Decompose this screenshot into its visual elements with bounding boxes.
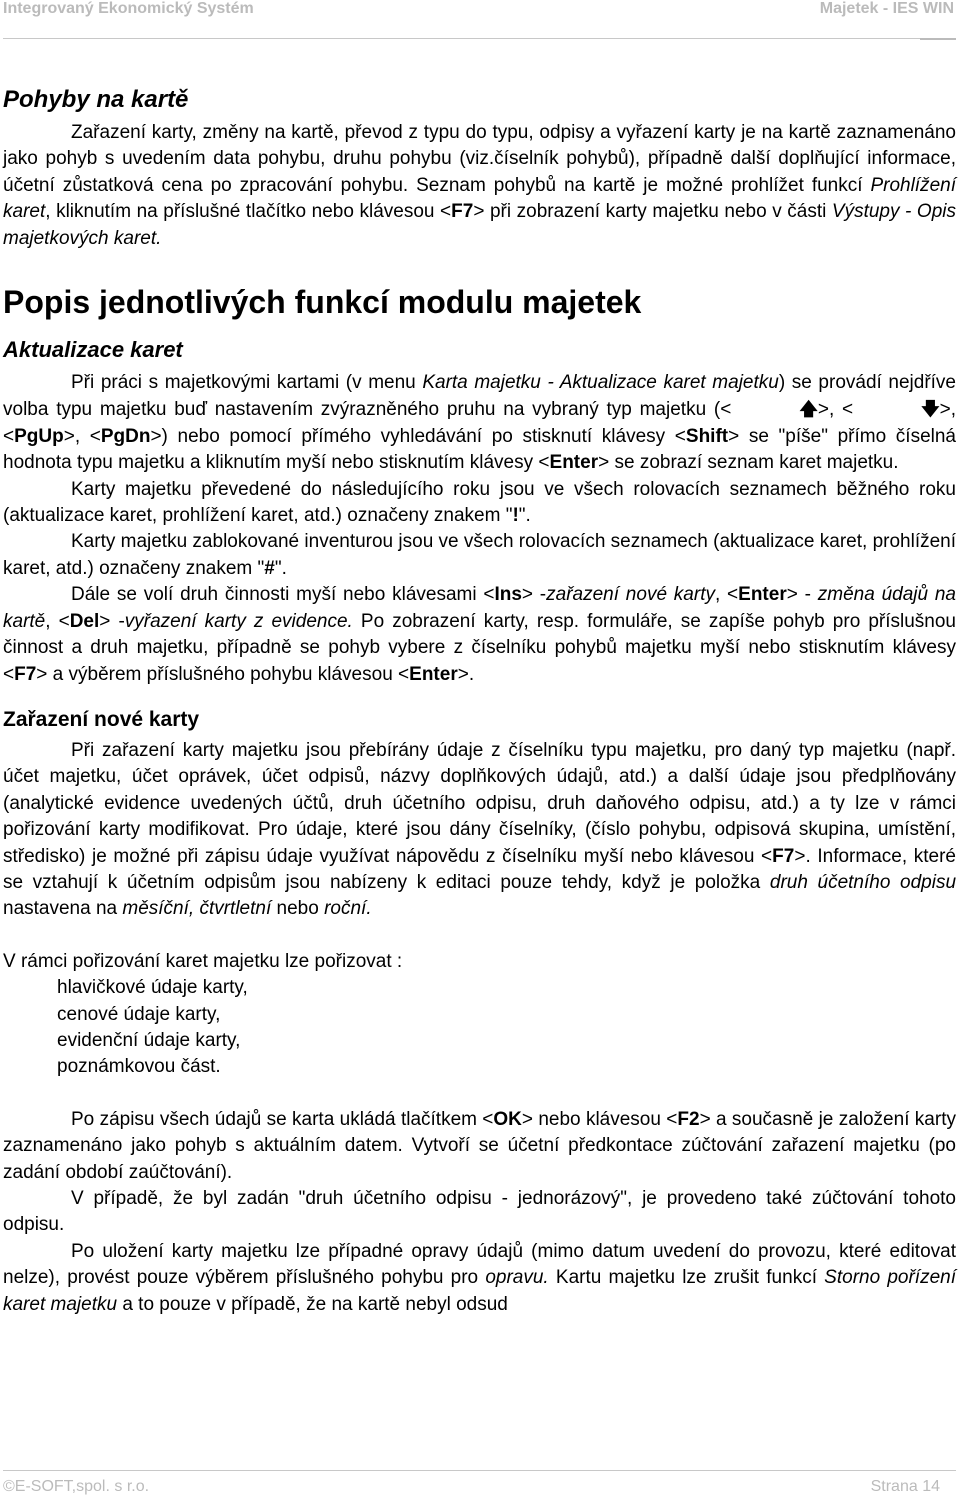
header-module-name: Majetek - IES WIN — [819, 0, 954, 17]
header-system-name: Integrovaný Ekonomický Systém — [3, 0, 254, 17]
text: nastavena na — [3, 898, 123, 920]
action-name: změna údajů na kartě — [3, 584, 956, 632]
text: > při zobrazení karty majetku nebo v části — [473, 201, 832, 223]
key-name: Shift — [685, 425, 729, 447]
footer-page-number: Strana 14 — [870, 1478, 940, 1495]
list-item: hlavičkové údaje karty, — [57, 977, 248, 999]
arrow-down-icon: 🡇 — [921, 399, 940, 420]
header-rule-accent — [920, 38, 956, 40]
text: > - — [99, 610, 125, 632]
text: Po zobrazení karty, resp. formuláře, se zapíše pohyb pro příslušnou činnost a druh majetku, případně se pohyb vybere z číselníku pohybů majetku myší nebo stisknutím klávesy < — [3, 610, 957, 685]
text: , < — [45, 610, 70, 632]
text: Kartu majetku lze zrušit funkcí — [548, 1267, 825, 1289]
key-name: F7 — [14, 663, 37, 685]
text: >. — [457, 663, 475, 685]
text: Karty majetku převedené do následujícího roku jsou ve všech rolovacích seznamech běžného roku (aktualizace karet, prohlížení karet, atd.) označeny znakem " — [3, 478, 956, 527]
section-title-aktualizace: Aktualizace karet — [3, 337, 183, 363]
page-footer — [0, 1478, 960, 1498]
paragraph-zarazeni-2 — [3, 1107, 956, 1186]
list-item: poznámkovou část. — [57, 1056, 221, 1078]
text: Dále se volí druh činnosti myší nebo klávesami < — [71, 584, 495, 606]
paragraph-aktualizace-4 — [3, 582, 956, 688]
text: > a současně je založení karty zaznamenáno jako pohyb s aktuálním datem. Vytvoří se účetní předkontace zúčtování zařazení majetku (po zadání období zaúčtování). — [3, 1108, 956, 1183]
paragraph-zarazeni-4 — [3, 1239, 956, 1318]
text: > se "píše" přímo číselná hodnota typu majetku a kliknutím myší nebo stisknutím klávesy < — [3, 425, 957, 474]
section-title-zarazeni: Zařazení nové karty — [3, 707, 200, 731]
key-name: F2 — [677, 1108, 700, 1130]
paragraph-aktualizace-2 — [3, 477, 956, 530]
page-content — [3, 80, 956, 1318]
text: >, < — [63, 425, 101, 447]
text: Při práci s majetkovými kartami (v menu — [71, 372, 423, 394]
text: ) se provádí nejdříve volba typu majetku buď nastavením zvýrazněného pruhu na vybraný typ majetku (< — [3, 372, 956, 421]
action-name: vyřazení karty z evidence. — [124, 610, 353, 632]
action-name: opravu. — [485, 1267, 549, 1289]
text: >) nebo pomocí přímého vyhledávání po stisknutí klávesy < — [150, 425, 686, 447]
key-name: Ins — [494, 584, 522, 606]
paragraph-aktualizace-3 — [3, 529, 956, 582]
paragraph-zarazeni-1 — [3, 738, 956, 923]
key-name: F7 — [772, 845, 795, 867]
text: ". — [518, 505, 531, 527]
text: > - — [521, 584, 547, 606]
text: > nebo klávesou < — [521, 1108, 678, 1130]
marker-char: # — [264, 557, 275, 579]
key-name: OK — [493, 1108, 522, 1130]
key-name: Del — [69, 610, 100, 632]
text: ". — [274, 557, 287, 579]
list-item: evidenční údaje karty, — [57, 1029, 241, 1051]
paragraph-aktualizace-1 — [3, 370, 956, 477]
data-sections-list — [57, 975, 956, 1081]
action-name: zařazení nové karty — [546, 584, 715, 606]
option-name: roční. — [324, 898, 372, 920]
footer-rule — [3, 1470, 956, 1471]
section-title-pohyby: Pohyby na kartě — [3, 86, 189, 113]
paragraph-zarazeni-3: V případě, že byl zadán "druh účetního odpisu - jednorázový", je provedeno také zúčtování tohoto odpisu. — [3, 1188, 956, 1236]
field-name: druh účetního odpisu — [769, 871, 957, 893]
option-name: měsíční, čtvrtletní — [122, 898, 272, 920]
key-name: Enter — [738, 584, 787, 606]
key-name: PgDn — [100, 425, 151, 447]
text: nebo — [271, 898, 325, 920]
key-name: F7 — [451, 201, 474, 223]
paragraph-pohyby — [3, 120, 956, 252]
text: > - — [786, 584, 818, 606]
header-rule — [3, 38, 956, 39]
list-intro: V rámci pořizování karet majetku lze pořizovat : — [3, 950, 403, 972]
spacer — [3, 923, 956, 949]
text: Zařazení karty, změny na kartě, převod z typu do typu, odpisy a vyřazení karty je na kartě zaznamenáno jako pohyb s uvedením data pohybu, druhu pohybu (viz.číselník pohybů), případně další doplňující informace, účetní zůstatková cena po zpracování pohybu. Seznam pohybů na kartě je možné prohlížet funkcí — [3, 122, 956, 196]
footer-copyright: ©E-SOFT,spol. s r.o. — [3, 1478, 150, 1495]
text: Po uložení karty majetku lze případné opravy údajů (mimo datum uvedení do provozu, které editovat nelze), provést pouze výběrem příslušného pohybu pro — [3, 1240, 956, 1289]
menu-path: Karta majetku - Aktualizace karet majetku — [422, 372, 779, 394]
text: >, < — [817, 399, 854, 421]
text: >, < — [3, 399, 957, 447]
function-name: Prohlížení karet — [3, 174, 956, 223]
arrow-up-icon: 🡅 — [799, 399, 818, 420]
page-header — [0, 0, 960, 18]
text: Po zápisu všech údajů se karta ukládá tlačítkem < — [71, 1108, 494, 1130]
text: , kliknutím na příslušné tlačítko nebo klávesou < — [45, 201, 452, 223]
text: > se zobrazí seznam karet majetku. — [598, 452, 899, 474]
function-name: Storno pořízení karet majetku — [3, 1267, 956, 1315]
key-name: Enter — [549, 452, 599, 474]
text: >. Informace, které se vztahují k účetním odpisům jsou nabízeny k editaci pouze tehdy, když je položka — [3, 845, 957, 893]
text: Karty majetku zablokované inventurou jsou ve všech rolovacích seznamech (aktualizace karet, prohlížení karet, atd.) označeny znakem " — [3, 531, 957, 579]
chapter-title: Popis jednotlivých funkcí modulu majetek — [3, 284, 642, 321]
spacer — [3, 1081, 956, 1107]
key-name: PgUp — [14, 425, 64, 447]
key-name: Enter — [409, 663, 458, 685]
list-item: cenové údaje karty, — [57, 1003, 221, 1025]
text: Při zařazení karty majetku jsou přebírány údaje z číselníku typu majetku, pro daný typ majetku (např. účet majetku, účet oprávek, účet odpisů, názvy doplňkových údajů, atd.) a další údaje jsou předplňovány (analytické evidence uvedených účtů, druh účetního odpisu, druh daňového odpisu, atd.) a ty lze v rámci pořizování karty modifikovat. Pro údaje, které jsou dány číselníky, (číslo pohybu, odpisová skupina, umístění, středisko) je možné při zápisu údaje využívat nápovědu z číselníku myší nebo klávesou < — [3, 739, 956, 867]
text: a to pouze v případě, že na kartě nebyl odsud — [117, 1293, 508, 1315]
marker-char: ! — [512, 505, 519, 527]
text: > a výběrem příslušného pohybu klávesou < — [36, 663, 410, 685]
text: , < — [714, 584, 739, 606]
menu-path: Výstupy - Opis majetkových karet. — [3, 201, 956, 249]
